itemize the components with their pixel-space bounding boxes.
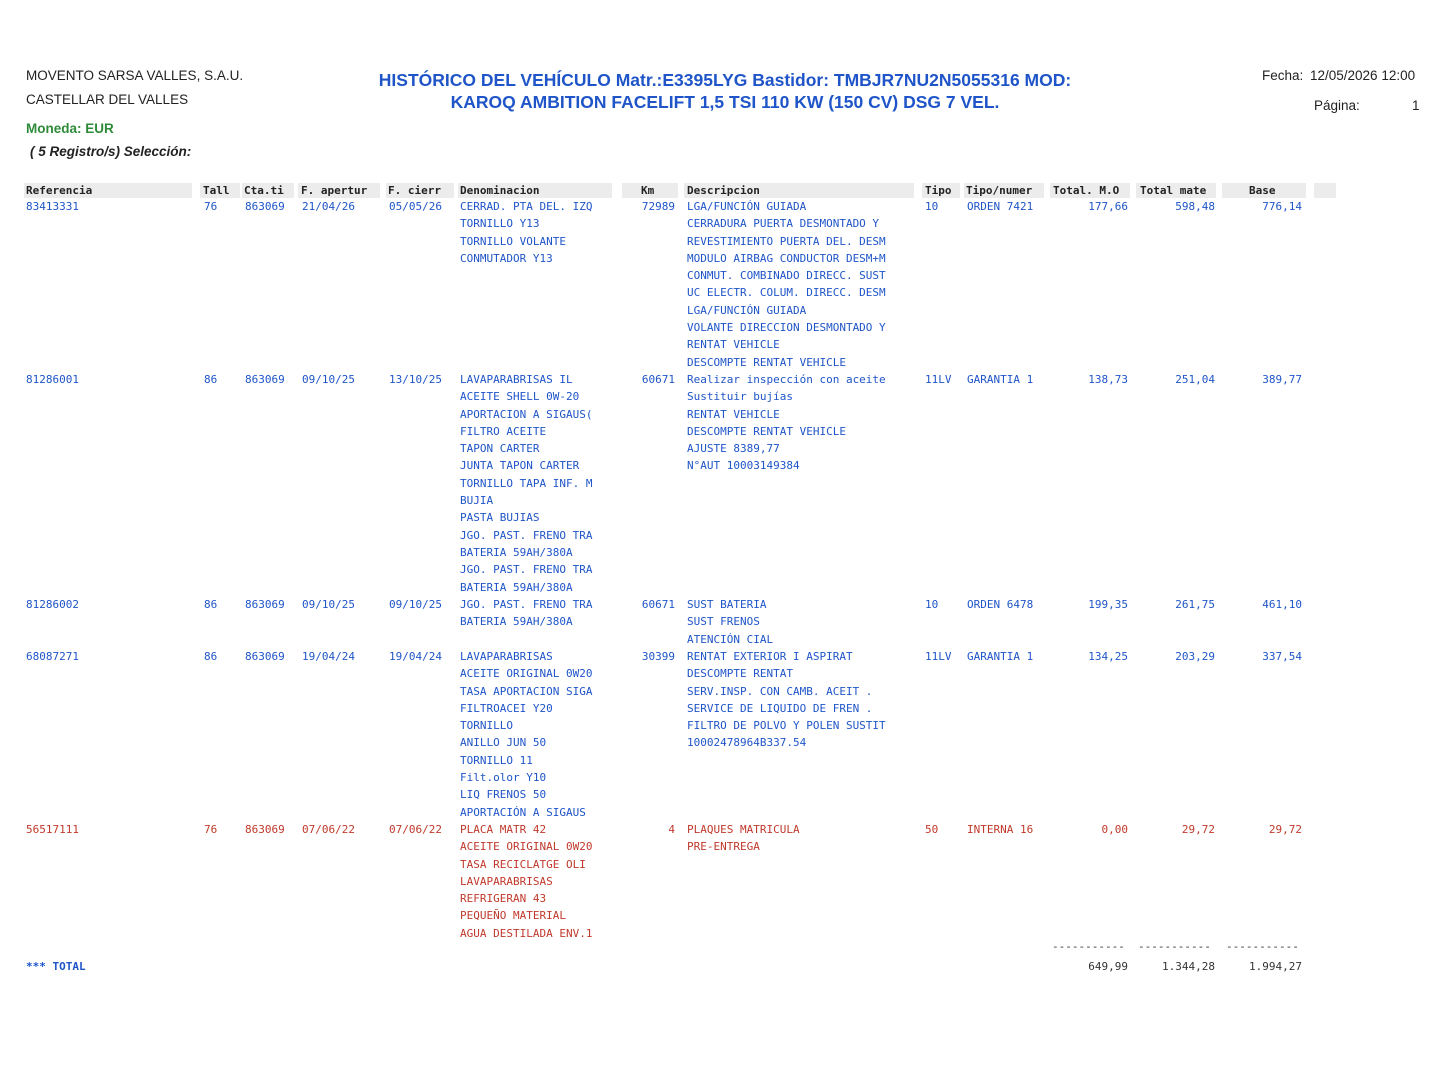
page-number: 1 (1412, 98, 1420, 113)
cell-denominacion (460, 648, 620, 821)
cell-fapertura: 09/10/25 (302, 598, 355, 611)
cell-line: UC ELECTR. COLUM. DIRECC. DESM (687, 286, 886, 300)
cell-tall: 86 (204, 373, 218, 386)
cell-base: 337,54 (1262, 650, 1302, 663)
company-name: MOVENTO SARSA VALLES, S.A.U. (26, 68, 244, 83)
cell-line: JGO. PAST. FRENO TRA (460, 563, 593, 577)
cell-km: 30399 (641, 650, 675, 663)
cell-tiponumero: ORDEN 6478 (967, 598, 1034, 611)
cell-fcierre: 19/04/24 (389, 650, 442, 663)
cell-line: LAVAPARABRISAS (460, 650, 553, 663)
cell-descripcion (687, 371, 917, 475)
cell-denominacion (460, 198, 620, 267)
cell-total-mat: 598,48 (1175, 200, 1215, 213)
cell-total-mo: 199,35 (1088, 598, 1128, 611)
cell-line: BATERIA 59AH/380A (460, 615, 573, 629)
header-band-extra (1314, 183, 1336, 198)
cell-cta: 863069 (245, 650, 285, 663)
cell-line: ACEITE SHELL 0W-20 (460, 390, 580, 404)
cell-denominacion (460, 821, 620, 942)
cell-km: 60671 (641, 598, 675, 611)
cell-tall: 76 (204, 823, 218, 836)
cell-km: 72989 (641, 200, 675, 213)
col-header-base: Base (1249, 184, 1276, 197)
cell-line: JGO. PAST. FRENO TRA (460, 528, 593, 542)
cell-referencia: 81286002 (26, 598, 79, 611)
cell-line: PASTA BUJIAS (460, 511, 540, 525)
cell-line: DESCOMPTE RENTAT VEHICLE (687, 424, 846, 438)
cell-line: SERV.INSP. CON CAMB. ACEIT . (687, 684, 873, 698)
cell-total-mo: 138,73 (1088, 373, 1128, 386)
col-header-tall: Tall (203, 184, 230, 197)
separator-base: ----------- (1226, 940, 1299, 953)
cell-line: LAVAPARABRISAS (460, 874, 553, 888)
cell-tall: 76 (204, 200, 218, 213)
cell-line: SUST FRENOS (687, 615, 760, 629)
col-header-denominacion: Denominacion (460, 184, 540, 197)
cell-cta: 863069 (245, 373, 285, 386)
cell-fcierre: 05/05/26 (389, 200, 442, 213)
cell-line: APORTACION A SIGAUS( (460, 407, 593, 421)
cell-line: BUJIA (460, 494, 494, 508)
cell-line: REVESTIMIENTO PUERTA DEL. DESM (687, 234, 886, 248)
cell-line: BATERIA 59AH/380A (460, 545, 573, 559)
cell-total-mat: 203,29 (1175, 650, 1215, 663)
separator-total-mat: ----------- (1138, 940, 1211, 953)
col-header-fapertura: F. apertur (301, 184, 368, 197)
cell-line: CERRADURA PUERTA DESMONTADO Y (687, 217, 880, 231)
cell-tall: 86 (204, 650, 218, 663)
cell-line: LGA/FUNCIÓN GUIADA (687, 200, 807, 213)
page-label: Página: (1314, 98, 1360, 113)
col-header-km: Km (641, 184, 655, 197)
total-mo-value: 649,99 (1088, 960, 1128, 973)
cell-line: JGO. PAST. FRENO TRA (460, 598, 593, 611)
col-header-tiponumero: Tipo/numer (966, 184, 1033, 197)
cell-line: 10002478964B337.54 (687, 736, 807, 750)
cell-line: DESCOMPTE RENTAT (687, 667, 793, 681)
cell-line: PLACA MATR 42 (460, 823, 547, 836)
cell-base: 29,72 (1268, 823, 1302, 836)
cell-descripcion (687, 596, 917, 648)
cell-base: 461,10 (1262, 598, 1302, 611)
report-title-line2: KAROQ AMBITION FACELIFT 1,5 TSI 110 KW (150 CV) DSG 7 VEL. (450, 92, 1000, 112)
cell-total-mo: 134,25 (1088, 650, 1128, 663)
cell-total-mo: 0,00 (1101, 823, 1128, 836)
cell-fapertura: 09/10/25 (302, 373, 355, 386)
date-label: Fecha: (1262, 68, 1304, 83)
cell-cta: 863069 (245, 823, 285, 836)
cell-line: VOLANTE DIRECCION DESMONTADO Y (687, 321, 886, 335)
cell-line: TORNILLO TAPA INF. M (460, 476, 593, 490)
cell-line: N°AUT 10003149384 (687, 459, 800, 473)
cell-line: CONMUT. COMBINADO DIRECC. SUST (687, 269, 886, 283)
cell-fapertura: 19/04/24 (302, 650, 355, 663)
cell-cta: 863069 (245, 598, 285, 611)
selection-summary: ( 5 Registro/s) Selección: (30, 144, 192, 159)
cell-tipo: 11LV (925, 373, 952, 386)
cell-total-mo: 177,66 (1088, 200, 1128, 213)
cell-line: ANILLO JUN 50 (460, 736, 547, 750)
cell-line: LIQ FRENOS 50 (460, 788, 547, 802)
cell-total-mat: 29,72 (1181, 823, 1215, 836)
cell-fapertura: 21/04/26 (302, 200, 355, 213)
cell-total-mat: 251,04 (1175, 373, 1215, 386)
total-label: *** TOTAL (26, 960, 86, 973)
cell-line: FILTROACEI Y20 (460, 701, 553, 715)
col-header-descripcion: Descripcion (687, 184, 760, 197)
cell-fcierre: 09/10/25 (389, 598, 442, 611)
cell-referencia: 68087271 (26, 650, 79, 663)
cell-line: TORNILLO VOLANTE (460, 234, 566, 248)
cell-line: RENTAT EXTERIOR I ASPIRAT (687, 650, 853, 663)
currency-label: Moneda: EUR (26, 121, 114, 136)
col-header-referencia: Referencia (26, 184, 93, 197)
cell-line: TORNILLO Y13 (460, 217, 540, 231)
cell-tiponumero: INTERNA 16 (967, 823, 1034, 836)
cell-line: BATERIA 59AH/380A (460, 580, 573, 594)
total-mat-value: 1.344,28 (1162, 960, 1215, 973)
cell-km: 60671 (641, 373, 675, 386)
cell-total-mat: 261,75 (1175, 598, 1215, 611)
cell-tipo: 11LV (925, 650, 952, 663)
cell-line: ACEITE ORIGINAL 0W20 (460, 667, 593, 681)
cell-line: TASA APORTACION SIGA (460, 684, 593, 698)
cell-referencia: 83413331 (26, 200, 79, 213)
cell-line: ACEITE ORIGINAL 0W20 (460, 840, 593, 854)
cell-descripcion (687, 821, 917, 856)
cell-line: APORTACIÓN A SIGAUS (460, 805, 586, 819)
cell-line: CERRAD. PTA DEL. IZQ (460, 200, 593, 213)
cell-line: PLAQUES MATRICULA (687, 823, 800, 836)
cell-fcierre: 13/10/25 (389, 373, 442, 386)
cell-line: RENTAT VEHICLE (687, 338, 780, 352)
cell-base: 776,14 (1262, 200, 1302, 213)
cell-line: DESCOMPTE RENTAT VEHICLE (687, 355, 846, 369)
cell-line: AJUSTE 8389,77 (687, 442, 780, 456)
cell-referencia: 81286001 (26, 373, 79, 386)
cell-line: Filt.olor Y10 (460, 771, 547, 785)
cell-line: PRE-ENTREGA (687, 840, 760, 854)
company-location: CASTELLAR DEL VALLES (26, 92, 189, 107)
cell-fapertura: 07/06/22 (302, 823, 355, 836)
cell-tipo: 50 (925, 823, 939, 836)
cell-descripcion (687, 198, 917, 371)
date-value: 12/05/2026 12:00 (1310, 68, 1416, 83)
cell-denominacion (460, 596, 620, 631)
cell-tipo: 10 (925, 598, 939, 611)
cell-line: ATENCIÓN CIAL (687, 632, 774, 646)
cell-line: CONMUTADOR Y13 (460, 251, 553, 265)
cell-tipo: 10 (925, 200, 939, 213)
cell-line: Sustituir bujías (687, 390, 793, 404)
col-header-cta: Cta.ti (244, 184, 284, 197)
cell-line: MODULO AIRBAG CONDUCTOR DESM+M (687, 251, 886, 265)
cell-line: Realizar inspección con aceite (687, 373, 886, 386)
cell-km: 4 (668, 823, 675, 836)
cell-tiponumero: GARANTIA 1 (967, 650, 1034, 663)
cell-line: FILTRO DE POLVO Y POLEN SUSTIT (687, 719, 886, 733)
cell-line: SUST BATERIA (687, 598, 767, 611)
cell-tiponumero: ORDEN 7421 (967, 200, 1034, 213)
cell-line: TORNILLO 11 (460, 753, 533, 767)
cell-line: PEQUEÑO MATERIAL (460, 909, 566, 923)
cell-line: FILTRO ACEITE (460, 424, 547, 438)
cell-cta: 863069 (245, 200, 285, 213)
cell-line: AGUA DESTILADA ENV.1 (460, 926, 593, 940)
col-header-fcierre: F. cierr (388, 184, 441, 197)
cell-tiponumero: GARANTIA 1 (967, 373, 1034, 386)
cell-line: REFRIGERAN 43 (460, 892, 547, 906)
cell-descripcion (687, 648, 917, 752)
cell-base: 389,77 (1262, 373, 1302, 386)
cell-line: TORNILLO (460, 719, 513, 733)
cell-denominacion (460, 371, 620, 596)
cell-referencia: 56517111 (26, 823, 79, 836)
col-header-tipo: Tipo (925, 184, 952, 197)
cell-line: RENTAT VEHICLE (687, 407, 780, 421)
report-title-line1: HISTÓRICO DEL VEHÍCULO Matr.:E3395LYG Bastidor: TMBJR7NU2N5055316 MOD: (378, 70, 1072, 90)
cell-line: SERVICE DE LIQUIDO DE FREN . (687, 701, 873, 715)
cell-tall: 86 (204, 598, 218, 611)
separator-total-mo: ----------- (1052, 940, 1125, 953)
cell-line: LGA/FUNCIÓN GUIADA (687, 303, 807, 317)
cell-line: LAVAPARABRISAS IL (460, 373, 573, 386)
col-header-total-mat: Total mate (1140, 184, 1207, 197)
cell-line: JUNTA TAPON CARTER (460, 459, 580, 473)
cell-fcierre: 07/06/22 (389, 823, 442, 836)
total-base-value: 1.994,27 (1249, 960, 1302, 973)
col-header-total-mo: Total. M.O (1053, 184, 1120, 197)
cell-line: TAPON CARTER (460, 442, 540, 456)
cell-line: TASA RECICLATGE OLI (460, 857, 586, 871)
